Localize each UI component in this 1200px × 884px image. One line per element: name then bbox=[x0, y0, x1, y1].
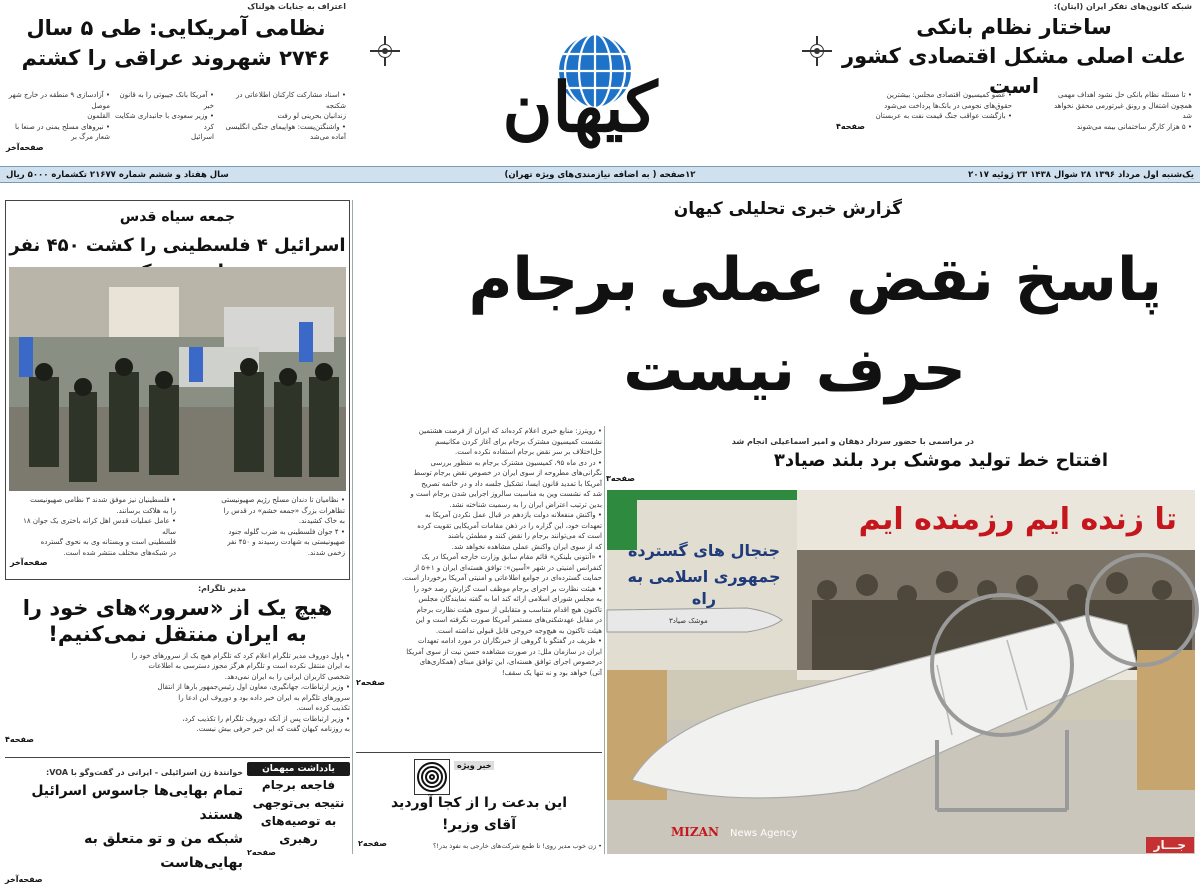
list-item: • تا مسئله نظام بانکی حل نشود اهداف مهمی bbox=[1058, 91, 1192, 99]
list-item: • پاول دوروف مدیر تلگرام اعلام کرد که تلگرام هیچ یک از سرورهای خود را bbox=[131, 651, 350, 660]
list-item: در شبکه‌های مختلف منتشر شده است. bbox=[63, 548, 176, 557]
main-story-body bbox=[356, 426, 602, 748]
page-ref: صفحه‌آخر bbox=[10, 558, 48, 567]
photo-credit bbox=[671, 821, 797, 840]
list-item: حقوق‌های نجومی در بانک‌ها پرداخت می‌شود bbox=[884, 101, 1012, 110]
list-item: به مجلس شورای اسلامی ارائه کند اما به گفته نمایندگان مجلس bbox=[418, 595, 602, 603]
missile-story[interactable] bbox=[606, 437, 1194, 493]
list-item: • فلسطینیان نیز موفق شدند ۳ نظامی صهیونیست bbox=[30, 496, 176, 504]
logo-text: کیهان bbox=[502, 68, 658, 148]
list-item: شد که نشست وین به مناسبت سالروز اجرایی شدن برجام است و bbox=[410, 490, 602, 498]
issue-date: یک‌شنبه اول مرداد ۱۳۹۶ ۲۸ شوال ۱۴۳۸ ۲۳ ژوئیه ۲۰۱۷ bbox=[968, 170, 1194, 180]
top-right-col-2 bbox=[836, 90, 1012, 131]
column-divider bbox=[604, 426, 605, 854]
page-ref: صفحه۲ bbox=[358, 839, 387, 848]
page-count: ۱۲صفحه ( به اضافه نیازمندی‌های ویژه تهران) bbox=[504, 170, 696, 180]
missile-headline: افتتاح خط تولید موشک برد بلند صیاد۳ bbox=[773, 449, 1108, 471]
info-bar bbox=[0, 166, 1200, 183]
list-item: سرورهای تلگرام به ایران خبر داده بود و دوروف این ادعا را bbox=[178, 693, 350, 702]
bahai-story[interactable] bbox=[5, 768, 243, 884]
page-ref: صفحه۲ bbox=[247, 848, 276, 857]
list-item: آماده می‌شد bbox=[310, 133, 346, 141]
top-right-headline-2: علت اصلی مشکل اقتصادی کشور است bbox=[842, 43, 1186, 98]
page-ref: صفحه۴ bbox=[5, 734, 34, 744]
list-item: • آزادسازی ۹ منطقه در خارج شهر موصل bbox=[8, 91, 110, 110]
list-item: هیئت تاکنون به هیچ‌وجه خروجی قابل قبولی نداشته است. bbox=[435, 626, 602, 635]
bahai-headline-1: تمام بهایی‌ها جاسوس اسرائیل هستند bbox=[31, 782, 243, 823]
list-item: در مقابل عهدشکنی‌های مستمر آمریکا صورت نگرفته است و این bbox=[415, 616, 602, 624]
list-item: • نیروهای مسلح یمنی در صنعا با شعار مرگ بر bbox=[14, 122, 110, 141]
quds-headline: اسرائیل ۴ فلسطینی را کشت ۴۵۰ نفر bbox=[9, 235, 346, 256]
list-item: • آمریکا بانک جیبوتی را به قانون خبر bbox=[119, 91, 214, 110]
list-item: آمریکا با تمدید قانون ایسا، تشکیل جلسه داد و در خاتمه تصریح bbox=[421, 479, 602, 488]
top-left-col-3 bbox=[6, 90, 110, 152]
list-item: • هیئت نظارت بر اجرای برجام موظف است گزارش رصد خود را bbox=[413, 584, 602, 593]
top-left-story[interactable] bbox=[6, 2, 346, 162]
watermark: جـــار bbox=[1146, 837, 1194, 853]
logo bbox=[430, 20, 730, 155]
registration-mark-icon bbox=[802, 36, 832, 66]
page-ref: صفحه۲ bbox=[356, 678, 385, 687]
list-item: به ایران منتقل نکرده است و تلگرام هرگز مجوز دسترسی به اطلاعات bbox=[148, 662, 350, 670]
list-item: • ظریف در گفتگو با گروهی از خبرنگاران در مورد ادامه تعهدات bbox=[417, 637, 602, 645]
list-item: • نظامیان تا دندان مسلح رژیم صهیونیستی bbox=[221, 496, 345, 504]
agency-name: News Agency bbox=[730, 828, 798, 839]
side-banner-text-1: جنجال های گسترده bbox=[627, 541, 781, 560]
list-item: • اسناد مشارکت کارکنان اطلاعاتی در شکنجه bbox=[236, 91, 346, 110]
editorial-label: یادداشت میهمان bbox=[247, 762, 350, 776]
list-item: صهیونیستی به شهادت رسیدند و ۴۵۰ نفر bbox=[227, 538, 345, 546]
list-item: زندانیان بحرینی لو رفت bbox=[277, 112, 346, 120]
registration-mark-icon bbox=[370, 36, 400, 66]
special-news-label: خبر ویژه bbox=[454, 761, 494, 770]
telegram-headline-1: هیچ یک از «سرور»های خود را bbox=[22, 595, 333, 620]
affiliation-left: اعتراف به جنایات هولناک bbox=[247, 2, 346, 11]
editorial-line-1: فاجعه برجام bbox=[261, 778, 336, 792]
list-item: • ۵ هزار کارگر ساختمانی بیمه می‌شوند bbox=[1076, 122, 1192, 131]
list-item: ایران در سازمان ملل: در صورت مشاهده حسن نیت از سوی آمریکا bbox=[406, 647, 602, 656]
page-ref: صفحه‌آخر bbox=[5, 874, 43, 884]
list-item: به روزنامه کیهان گفت که این خبر حرفی بیش نیست. bbox=[196, 725, 350, 733]
list-item: را به هلاکت برسانند. bbox=[116, 506, 176, 515]
list-item: • رویترز: منابع خبری اعلام کرده‌اند که ایران از فرصت هشتمین bbox=[418, 427, 602, 435]
list-item: • واشنگتن‌پست: هواپیمای جنگی انگلیسی bbox=[225, 122, 346, 131]
telegram-headline-2: به ایران منتقل نمی‌کنیم! bbox=[48, 621, 307, 646]
main-headline-1: پاسخ نقض عملی برجام bbox=[468, 245, 1162, 315]
list-item: کنفرانس امنیتی در شهر «آسپن»: توافق هسته‌ای ایران و ۱+۵ از bbox=[413, 563, 602, 572]
list-item: است که می‌توانند برجام را نقض کنند و مطمئن باشند bbox=[448, 532, 602, 540]
list-item: آتی) خواهد بود و نه تنها یک سقف! bbox=[501, 668, 602, 677]
mizan-logo: MIZAN bbox=[671, 825, 719, 839]
list-item: • بازگشت عواقب جنگ قیمت نفت به عربستان bbox=[875, 112, 1012, 120]
masthead bbox=[0, 0, 1200, 165]
list-item: درخصوص اجرای توافق هسته‌ای، این توافق مبنای (همکاری‌های bbox=[419, 658, 602, 666]
list-item: بدین ترتیب اعتراض ایران را به رسمیت شناخته نشد. bbox=[449, 500, 602, 509]
list-item: تعهدات خود، این گزاره را در ذهن مقامات آمریکایی تقویت کرده bbox=[417, 521, 602, 530]
list-item: • وزیر ارتباطات پس از آنکه دوروف تلگرام را تکذیب کرد، bbox=[182, 714, 350, 723]
list-item: • در دی ماه ۹۵، کمیسیون مشترک برجام به منظور بررسی bbox=[430, 458, 602, 467]
issue-number: سال هفتاد و ششم شماره ۲۱۶۷۷ تکشماره ۵۰۰۰ ریال bbox=[6, 170, 229, 180]
list-item: همچون اشتغال و رونق غیرتورمی محقق نخواهد bbox=[1053, 101, 1192, 110]
list-item: • «آنتونی بلینکن» قائم مقام سابق وزارت خارجه آمریکا در یک bbox=[421, 553, 602, 561]
telegram-story[interactable] bbox=[5, 584, 350, 754]
page-ref: صفحه۳ bbox=[606, 473, 635, 483]
quds-kicker: جمعه سیاه قدس bbox=[119, 209, 236, 225]
quds-col-left bbox=[10, 495, 176, 567]
telegram-body bbox=[5, 651, 350, 735]
editorial-box[interactable] bbox=[247, 762, 350, 857]
side-banner-text-2: جمهوری اسلامی به راه bbox=[627, 567, 781, 608]
affiliation-right: شبکه کانون‌های تفکر ایران (ایتان): bbox=[1053, 2, 1192, 11]
quds-box[interactable] bbox=[5, 200, 350, 580]
list-item: تکذیب کرده است. bbox=[296, 704, 350, 712]
divider bbox=[5, 757, 350, 758]
list-item: شد bbox=[1182, 112, 1192, 120]
top-right-headline-1: ساختار نظام بانکی bbox=[916, 14, 1112, 39]
main-kicker: گزارش خبری تحلیلی کیهان bbox=[673, 199, 902, 219]
special-news-headline-2: آقای وزیر! bbox=[441, 817, 517, 833]
list-item: • عضو کمیسیون اقتصادی مجلس: بیشترین bbox=[886, 91, 1012, 99]
special-news-badge bbox=[414, 759, 450, 795]
list-item: حل‌اختلاف بر سر نقض برجام استفاده نکرده است. bbox=[455, 448, 602, 456]
missile-photo[interactable] bbox=[607, 490, 1195, 854]
page-ref: صفحه‌آخر bbox=[6, 142, 44, 152]
page-ref: صفحه۴ bbox=[836, 121, 865, 131]
top-right-col-1 bbox=[1020, 90, 1192, 132]
column-divider bbox=[352, 200, 353, 854]
list-item: به خاک کشیدند. bbox=[298, 517, 345, 525]
list-item: القلمون bbox=[87, 112, 110, 120]
bahai-kicker: خوانندهٔ زن اسرائیلی - ایرانی در گفت‌وگو با VOA: bbox=[46, 768, 243, 777]
telegram-kicker: مدیر تلگرام: bbox=[197, 584, 246, 593]
list-item: اسرائیل bbox=[191, 133, 214, 141]
top-left-col-1 bbox=[218, 90, 346, 143]
top-left-headline-1: نظامی آمریکایی: طی ۵ سال bbox=[26, 15, 326, 40]
missile-label: موشک صیاد۳ bbox=[669, 617, 708, 625]
spiral-icon bbox=[415, 760, 449, 794]
quds-photo[interactable] bbox=[9, 267, 346, 491]
main-headline-2: حرف نیست bbox=[623, 335, 966, 405]
quds-col-right bbox=[179, 495, 345, 558]
list-item: نشست کمیسیون مشترک برجام برای آغاز کردن مکانیسم bbox=[435, 437, 602, 446]
list-item: نگرانی‌های مطروحه از سوی ایران در خصوص نقض برجام توسط bbox=[413, 469, 602, 477]
list-item: • ۴ جوان فلسطینی به ضرب گلوله جنود bbox=[228, 527, 345, 536]
editorial-line-3: به توصیه‌های رهبری bbox=[260, 814, 337, 846]
list-item: فلسطینی است و وبستانه وی به نحوی گسترده bbox=[40, 538, 176, 546]
top-left-headline-2: ۲۷۴۶ شهروند عراقی را کشتم bbox=[21, 45, 331, 70]
quds-photo-scene bbox=[9, 267, 346, 491]
list-item: شخصی کاربران ایرانی را به ایران نمی‌دهد. bbox=[224, 672, 350, 681]
list-item: • عامل عملیات قدس اهل کرانه باختری یک جوان ۱۸ ساله bbox=[23, 517, 176, 536]
top-right-story[interactable] bbox=[836, 2, 1192, 162]
special-news-caption: • زن خوب مدیر روی! تا طمع شرکت‌های خارجی به نفوذ بدر!؟ bbox=[432, 842, 602, 850]
list-item: تاکنون هیچ اقدام متناسب و متقابلی از سوی هیئت نظارت برجام bbox=[416, 605, 602, 614]
list-item: تظاهرات بزرگ «جمعه خشم» در قدس را bbox=[223, 506, 345, 515]
special-news[interactable] bbox=[356, 752, 602, 854]
list-item: زخمی شدند. bbox=[307, 548, 345, 557]
bahai-headline-2: شبکه من و تو متعلق به بهایی‌هاست bbox=[84, 830, 243, 871]
list-item: که از سوی ایران واکنش عملی مشاهده نخواهد شد. bbox=[451, 542, 602, 551]
special-news-headline-1: این بدعت را از کجا آوردید bbox=[390, 795, 568, 811]
missile-kicker: در مراسمی با حضور سردار دهقان و امیر اسماعیلی انجام شد bbox=[731, 437, 974, 446]
slogan-banner: تا زنده ایم رزمنده ایم bbox=[858, 502, 1177, 537]
list-item: • وزیر سعودی با جانبداری شکایت کرد bbox=[114, 112, 214, 131]
list-item: • وزیر ارتباطات، جهانگیری، معاون اول رئیس‌جمهور بارها از انتقال bbox=[157, 683, 350, 691]
top-left-col-2 bbox=[114, 90, 214, 143]
editorial-line-2: نتیجه بی‌توجهی bbox=[252, 796, 345, 810]
list-item: حمایت گسترده‌ای در جوامع اطلاعاتی و امنیتی آمریکا برخوردار است. bbox=[402, 574, 602, 582]
list-item: • واکنش منفعلانه دولت یازدهم در قبال عمل نکردن آمریکا به bbox=[424, 511, 602, 519]
main-story[interactable] bbox=[354, 196, 1192, 456]
